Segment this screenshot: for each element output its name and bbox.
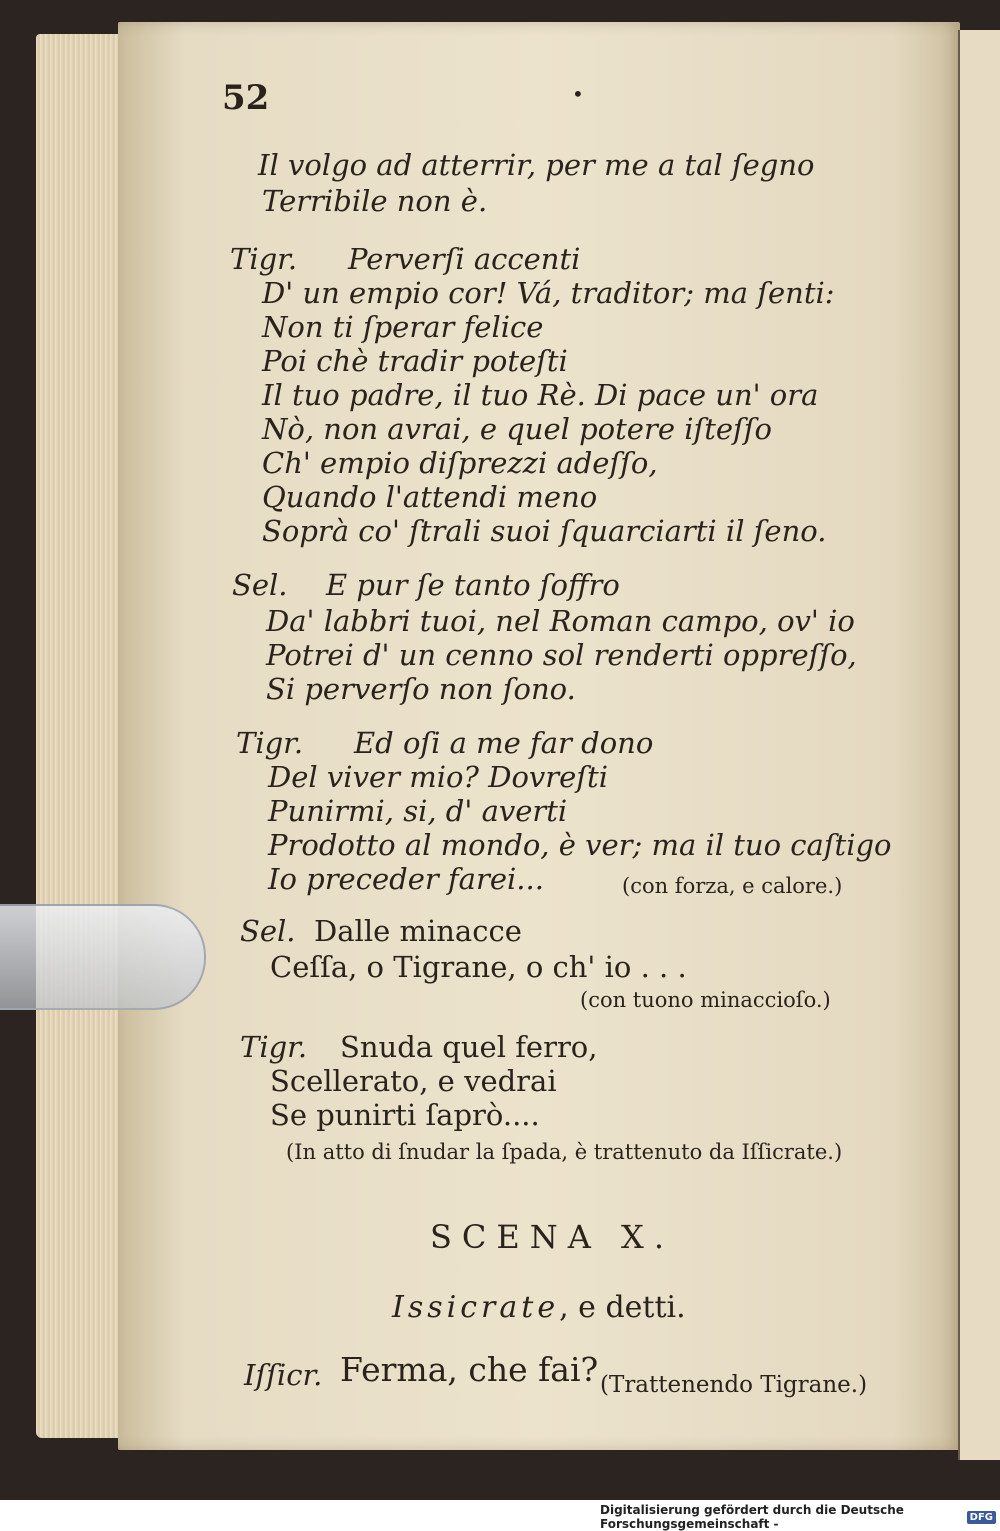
verse-line: Potrei d' un cenno sol renderti oppreſſo,	[266, 638, 857, 672]
verse-line: D' un empio cor! Vá, traditor; ma ſenti:	[262, 276, 835, 310]
verse-line: Il tuo padre, il tuo Rè. Di pace un' ora	[262, 378, 819, 412]
verse-line: Scellerato, e vedrai	[270, 1064, 557, 1098]
verse-line: Se punirti ſaprò....	[270, 1098, 540, 1132]
verse-line: Il volgo ad atterrir, per me a tal ſegno	[258, 148, 815, 182]
speaker-label: Sel.	[240, 914, 296, 948]
footer-text: Digitalisierung gefördert durch die Deutsche Forschungsgemeinschaft -	[600, 1503, 904, 1531]
verse-line: Prodotto al mondo, è ver; ma il tuo caſtigo	[268, 828, 892, 862]
facing-page-edge	[958, 30, 1000, 1460]
verse-line: Da' labbri tuoi, nel Roman campo, ov' io	[266, 604, 855, 638]
verse-line: Si perverſo non ſono.	[266, 672, 576, 706]
verse-line: Io preceder farei...	[268, 862, 544, 896]
verse-line: E pur ſe tanto ſoffro	[326, 568, 620, 602]
verse-line: Ed oſi a me far dono	[354, 726, 654, 760]
stage-direction: (con tuono minaccioſo.)	[580, 988, 831, 1012]
verse-line: Ceſſa, o Tigrane, o ch' io . . .	[270, 950, 687, 984]
verse-line: Terribile non è.	[262, 184, 488, 218]
verse-line: Punirmi, si, d' averti	[268, 794, 568, 828]
speaker-label: Tigr.	[240, 1030, 308, 1064]
verse-line: Del viver mio? Dovreſti	[268, 760, 608, 794]
verse-line: Non ti ſperar felice	[262, 310, 544, 344]
speaker-label: Iſſicr.	[244, 1358, 323, 1392]
stage-direction: (con forza, e calore.)	[622, 874, 843, 898]
speaker-label: Tigr.	[230, 242, 298, 276]
verse-line: Ferma, che fai?	[340, 1350, 599, 1389]
verse-line: Dalle minacce	[314, 914, 522, 948]
verse-line: Quando l'attendi meno	[262, 480, 598, 514]
ornament: •	[572, 82, 584, 106]
scene-heading: SCENA X.	[430, 1218, 674, 1256]
dfg-logo-icon: DFG	[967, 1511, 996, 1524]
page-clip-holder	[0, 904, 206, 1010]
verse-line: Perverſi accenti	[348, 242, 581, 276]
digitization-footer	[600, 1503, 996, 1531]
verse-line: Soprà co' ſtrali suoi ſquarciarti il ſeno.	[262, 514, 827, 548]
speaker-label: Sel.	[232, 568, 288, 602]
verse-line: Nò, non avrai, e quel potere iſteſſo	[262, 412, 772, 446]
page-number: 52	[222, 78, 270, 118]
stage-direction: (In atto di ſnudar la ſpada, è trattenuto da Iſſicrate.)	[286, 1140, 843, 1164]
verse-line: Ch' empio diſprezzi adeſſo,	[262, 446, 658, 480]
character-rest: , e detti.	[559, 1290, 686, 1325]
scene-characters	[392, 1290, 686, 1325]
verse-line: Poi chè tradir poteſti	[262, 344, 568, 378]
character-name: Issicrate	[392, 1290, 560, 1325]
verse-line: Snuda quel ferro,	[340, 1030, 598, 1064]
speaker-label: Tigr.	[236, 726, 304, 760]
stage-direction: (Trattenendo Tigrane.)	[600, 1372, 868, 1398]
